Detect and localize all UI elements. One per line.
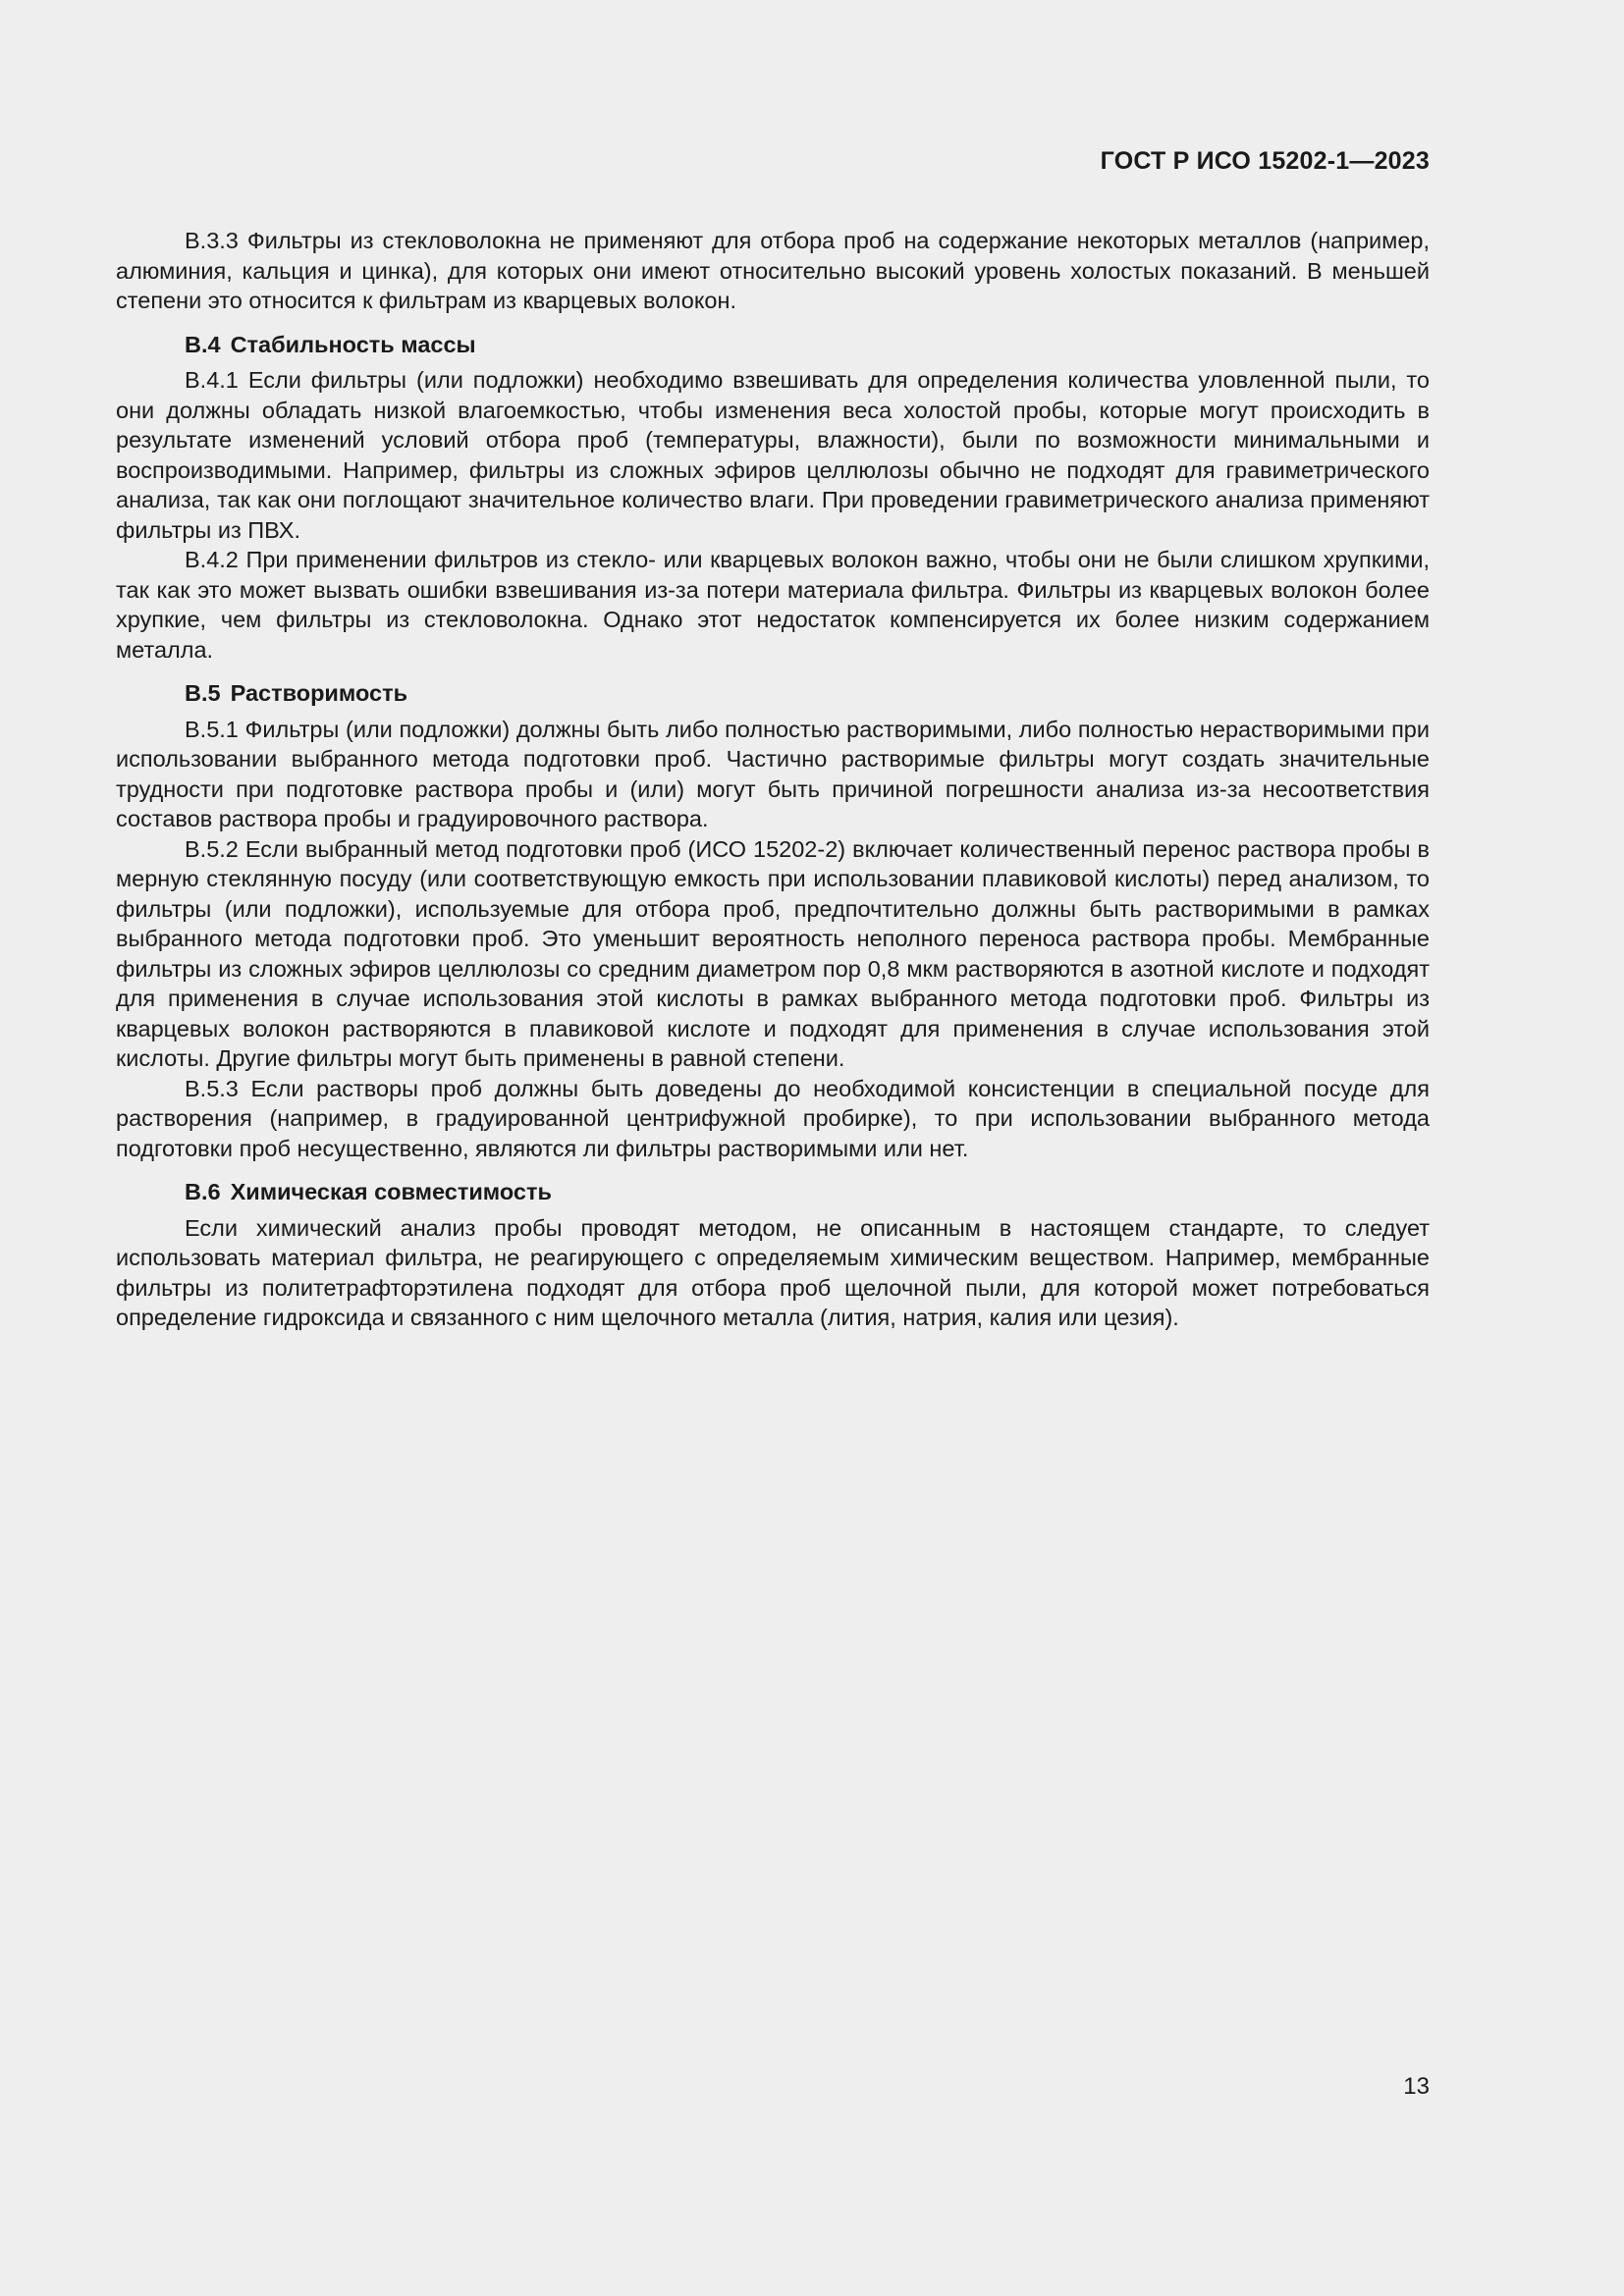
paragraph-b-6: Если химический анализ пробы проводят методом, не описанным в настоящем стандарте, то следует использовать материал фильтра, не реагирующего с определяемым химическим веществом. Например, мембранные фильтры из политетрафторэтилена подходят для отбора проб щелочной пыли, для которой может потребоваться определение гидроксида и связанного с ним щелочного металла (лития, натрия, калия или цезия). (116, 1214, 1430, 1330)
section-number: В.6 (185, 1179, 221, 1204)
paragraph-b-5-1: В.5.1 Фильтры (или подложки) должны быть либо полностью растворимыми, либо полностью нерастворимыми при использовании выбранного метода подготовки проб. Частично растворимые фильтры могут создать значительные трудности при подготовке раствора пробы и (или) могут быть причиной погрешности анализа из-за несоответствия составов раствора пробы и градуировочного раствора. (116, 716, 1430, 831)
section-heading-b-6 (116, 1177, 1430, 1207)
section-title: Стабильность массы (230, 331, 476, 357)
section-title: Химическая совместимость (230, 1179, 552, 1204)
paragraph-b-5-2: В.5.2 Если выбранный метод подготовки проб (ИСО 15202-2) включает количественный перенос раствора пробы в мерную стеклянную посуду (или соответствующую емкость при использовании плавиковой кислоты) перед анализом, то фильтры (или подложки), используемые для отбора проб, предпочтительно должны быть растворимыми в рамках выбранного метода подготовки проб. Это уменьшит вероятность неполного переноса раствора пробы. Мембранные фильтры из сложных эфиров целлюлозы со средним диаметром пор 0,8 мкм растворяются в азотной кислоте и подходят для применения в случае использования этой кислоты в рамках выбранного метода подготовки проб. Фильтры из кварцевых волокон растворяются в плавиковой кислоте и подходят для применения в случае использования этой кислоты. Другие фильтры могут быть применены в равной степени. (116, 835, 1430, 1071)
paragraph-b-4-2: В.4.2 При применении фильтров из стекло- или кварцевых волокон важно, чтобы они не были слишком хрупкими, так как это может вызвать ошибки взвешивания из-за потери материала фильтра. Фильтры из кварцевых волокон более хрупкие, чем фильтры из стекловолокна. Однако этот недостаток компенсируется их более низким содержанием металла. (116, 547, 1430, 663)
document-body (116, 226, 1430, 1333)
document-header: ГОСТ Р ИСО 15202-1—2023 (1100, 147, 1430, 175)
section-title: Растворимость (230, 680, 408, 706)
section-number: В.4 (185, 331, 221, 357)
paragraph-b-4-1: В.4.1 Если фильтры (или подложки) необходимо взвешивать для определения количества уловленной пыли, то они должны обладать низкой влагоемкостью, чтобы изменения веса холостой пробы, которые могут происходить в результате изменений условий отбора проб (температуры, влажности), были по возможности минимальными и воспроизводимыми. Например, фильтры из сложных эфиров целлюлозы обычно не подходят для гравиметрического анализа, так как они поглощают значительное количество влаги. При проведении гравиметрического анализа применяют фильтры из ПВХ. (116, 367, 1430, 543)
section-heading-b-4 (116, 330, 1430, 360)
section-number: В.5 (185, 680, 221, 706)
paragraph-b-3-3: В.3.3 Фильтры из стекловолокна не применяют для отбора проб на содержание некоторых металлов (например, алюминия, кальция и цинка), для которых они имеют относительно высокий уровень холостых показаний. В меньшей степени это относится к фильтрам из кварцевых волокон. (116, 228, 1430, 313)
section-heading-b-5 (116, 678, 1430, 709)
paragraph-b-5-3: В.5.3 Если растворы проб должны быть доведены до необходимой консистенции в специальной посуде для растворения (например, в градуированной центрифужной пробирке), то при использовании выбранного метода подготовки проб несущественно, являются ли фильтры растворимыми или нет. (116, 1075, 1430, 1161)
page-number: 13 (1403, 2073, 1430, 2100)
